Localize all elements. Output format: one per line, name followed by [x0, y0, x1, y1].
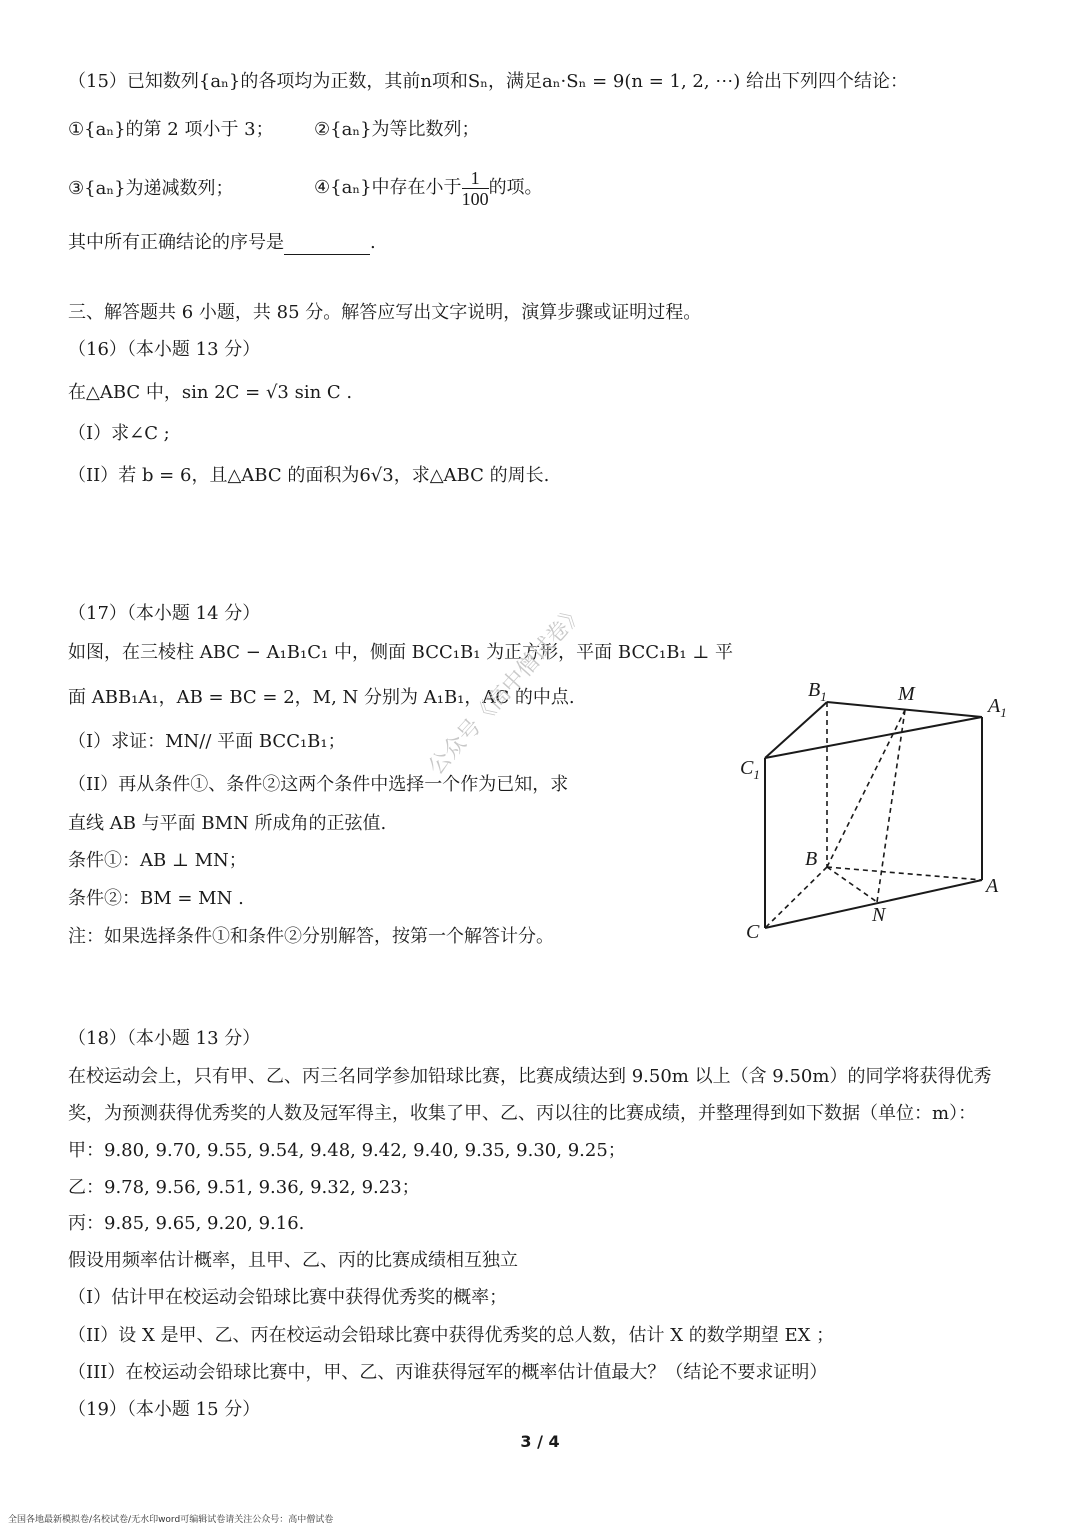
- q16-part-1: （I）求∠C ;: [68, 423, 170, 444]
- q16-stem: 在△ABC 中，sin 2C = √3 sin C .: [68, 382, 353, 403]
- q16-part-2: （II）若 b = 6，且△ABC 的面积为6√3，求△ABC 的周长.: [68, 465, 550, 486]
- label-b: B: [805, 848, 818, 870]
- q17-line-1: 如图，在三棱柱 ABC − A₁B₁C₁ 中，侧面 BCC₁B₁ 为正方形，平面 BCC₁B₁ ⊥ 平: [68, 642, 734, 663]
- q17-condition-1: 条件①：AB ⊥ MN；: [68, 850, 247, 871]
- edge-c1-b1: [765, 702, 827, 758]
- q18-data-bing: 丙：9.85, 9.65, 9.20, 9.16.: [68, 1213, 305, 1234]
- q18-data-jia: 甲：9.80, 9.70, 9.55, 9.54, 9.48, 9.42, 9.40, 9.35, 9.30, 9.25；: [68, 1140, 626, 1161]
- q18-line-2: 奖，为预测获得优秀奖的人数及冠军得主，收集了甲、乙、丙以往的比赛成绩，并整理得到如下数据（单位：m）：: [68, 1103, 977, 1124]
- q15-conclusion-3: ③{aₙ}为递减数列；: [68, 178, 234, 199]
- q15-c4-fraction: [462, 168, 489, 209]
- q15-conclusion-1: ①{aₙ}的第 2 项小于 3；: [68, 119, 274, 140]
- q17-note: 注：如果选择条件①和条件②分别解答，按第一个解答计分。: [68, 926, 554, 947]
- q18-data-yi: 乙：9.78, 9.56, 9.51, 9.36, 9.32, 9.23；: [68, 1177, 420, 1198]
- label-m: M: [898, 683, 915, 705]
- q16-heading: （16）（本小题 13 分）: [68, 339, 261, 360]
- q17-part-1: （I）求证：MN// 平面 BCC₁B₁；: [68, 731, 346, 752]
- q15-conclusion-2: ②{aₙ}为等比数列；: [314, 119, 480, 140]
- edge-b-a-hidden: [827, 867, 982, 880]
- q17-line-2: 面 ABB₁A₁，AB = BC = 2，M, N 分别为 A₁B₁，AC 的中点.: [68, 687, 575, 708]
- prism-figure: [730, 670, 1030, 950]
- q19-heading: （19）（本小题 15 分）: [68, 1399, 261, 1420]
- q15-c4-post: 的项。: [488, 177, 543, 198]
- q18-line-1: 在校运动会上，只有甲、乙、丙三名同学参加铅球比赛，比赛成绩达到 9.50m 以上（含 9.50m）的同学将获得优秀: [68, 1066, 992, 1087]
- label-b1: $B_1$: [808, 679, 827, 704]
- label-a1: $A_1$: [988, 695, 1007, 720]
- label-a: A: [986, 875, 999, 897]
- label-n: N: [872, 904, 886, 926]
- label-c: C: [746, 921, 760, 943]
- page-number: 3 / 4: [520, 1432, 560, 1451]
- q18-part-2: （II）设 X 是甲、乙、丙在校运动会铅球比赛中获得优秀奖的总人数，估计 X 的数学期望 EX ；: [68, 1325, 835, 1346]
- q15-ask: [68, 231, 376, 255]
- q15-c4-numerator: 1: [462, 168, 489, 189]
- q17-heading: （17）（本小题 14 分）: [68, 603, 261, 624]
- q17-line-5: 直线 AB 与平面 BMN 所成角的正弦值.: [68, 813, 387, 834]
- segment-b-n: [827, 867, 877, 902]
- label-c1: $C_1$: [740, 757, 760, 782]
- q18-heading: （18）（本小题 13 分）: [68, 1028, 261, 1049]
- q15-answer-blank: [284, 236, 370, 255]
- q15-c4-denominator: 100: [461, 188, 489, 209]
- q17-part-2: （II）再从条件①、条件②这两个条件中选择一个作为已知，求: [68, 774, 569, 795]
- q15-ask-post: .: [370, 232, 376, 253]
- footer-note: 全国各地最新模拟卷/名校试卷/无水印word可编辑试卷请关注公众号：高中僧试卷: [8, 1515, 334, 1525]
- q15-c4-pre: ④{aₙ}中存在小于: [314, 177, 462, 198]
- section-3-heading: 三、解答题共 6 小题，共 85 分。解答应写出文字说明，演算步骤或证明过程。: [68, 302, 702, 323]
- q15-conclusion-4: [314, 164, 543, 212]
- q15-ask-pre: 其中所有正确结论的序号是: [68, 232, 284, 253]
- edge-c1-a1: [765, 717, 982, 758]
- q15-stem: （15）已知数列{aₙ}的各项均为正数，其前n项和Sₙ，满足aₙ·Sₙ = 9(n = 1, 2, ⋯) 给出下列四个结论：: [68, 71, 909, 92]
- watermark-text: 公众号《高中僧试卷》: [423, 599, 590, 781]
- edge-b-c-hidden: [765, 867, 827, 928]
- q17-condition-2: 条件②：BM = MN .: [68, 888, 244, 909]
- q18-assumption: 假设用频率估计概率，且甲、乙、丙的比赛成绩相互独立: [68, 1250, 518, 1271]
- q18-part-1: （I）估计甲在校运动会铅球比赛中获得优秀奖的概率；: [68, 1287, 508, 1308]
- q18-part-3: （III）在校运动会铅球比赛中，甲、乙、丙谁获得冠军的概率估计值最大？（结论不要求证明）: [68, 1362, 828, 1383]
